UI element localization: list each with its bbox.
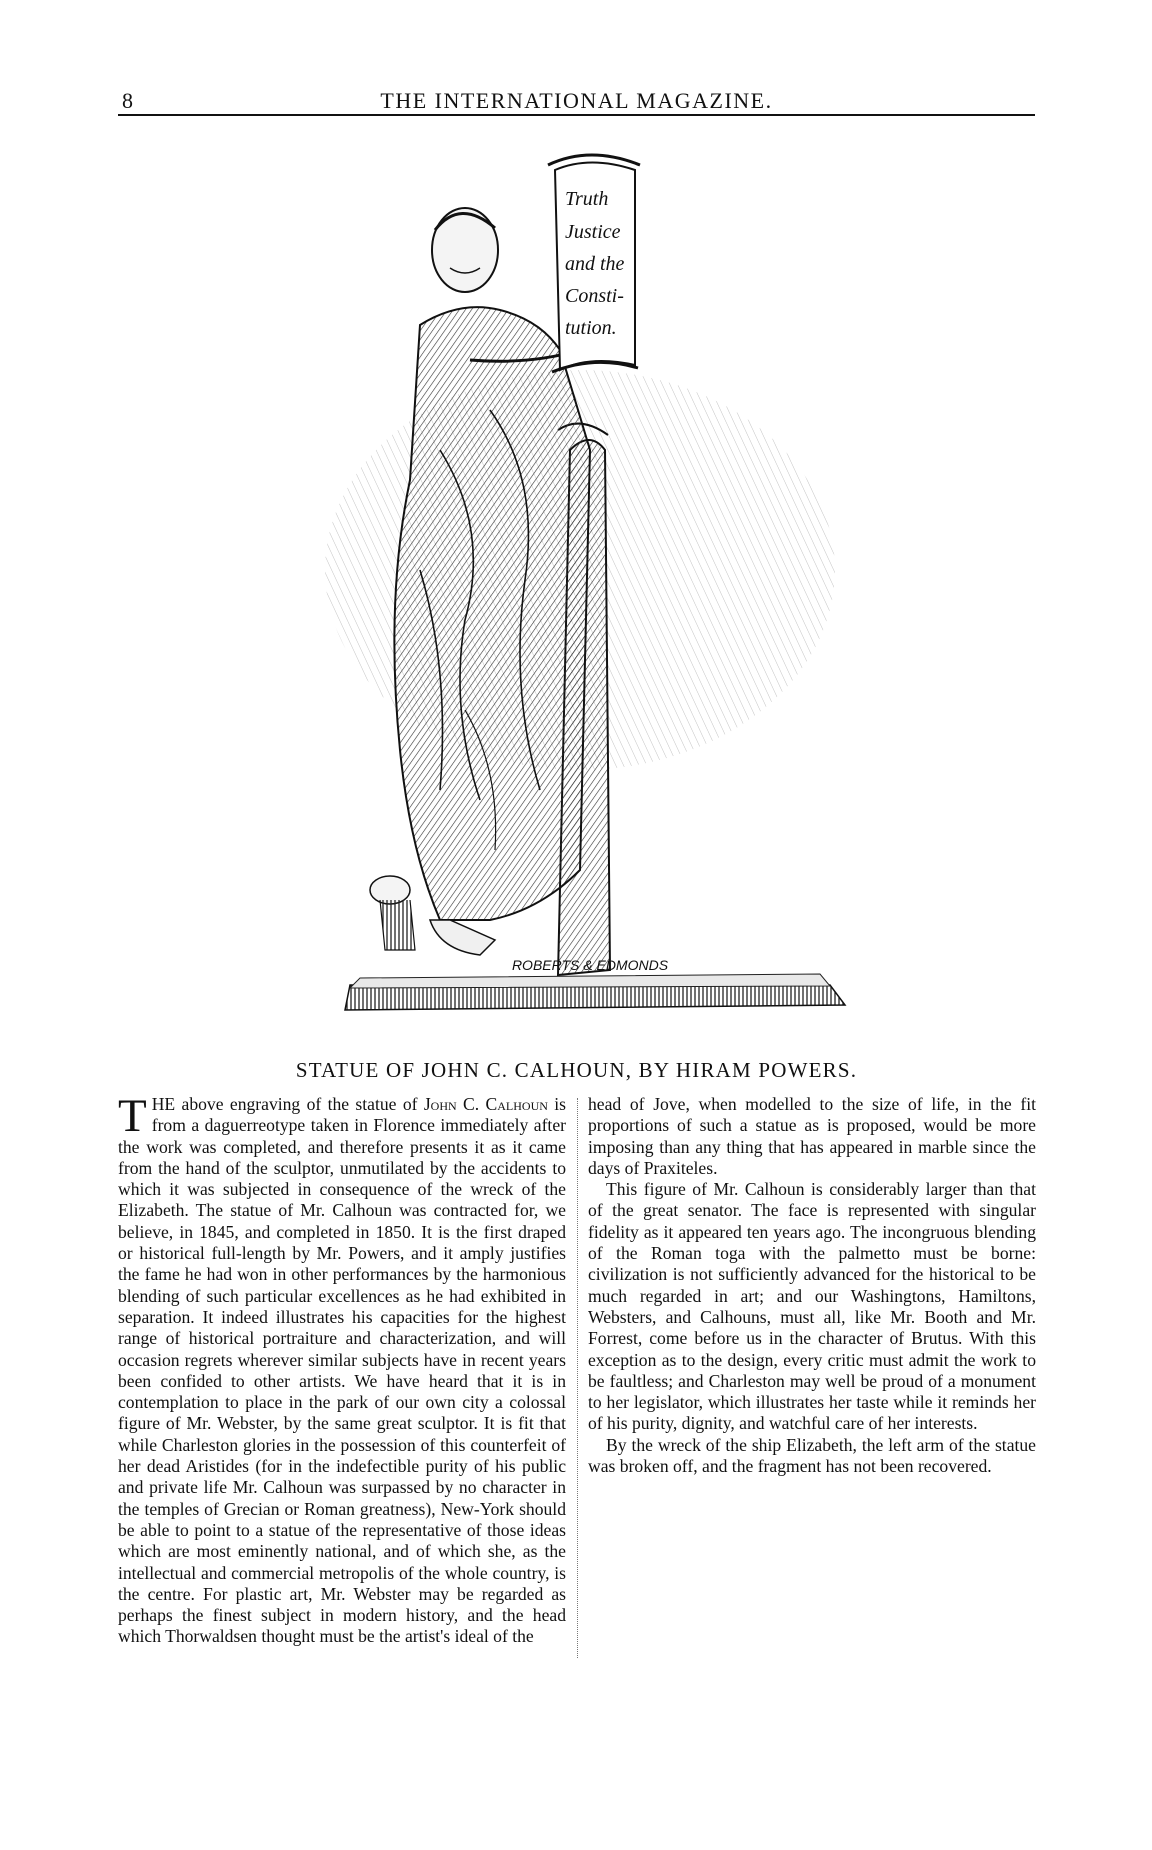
article-paragraph-continued: head of Jove, when modelled to the size of life, in the fit proportions of such a statue as is proposed, would be more imposing than any thing that has appeared in marble since the days of Praxiteles. — [588, 1094, 1036, 1178]
subject-name: John C. Calhoun — [423, 1094, 548, 1114]
scroll-line-1: Truth — [565, 188, 609, 210]
header-rule — [118, 114, 1035, 116]
article-paragraph: THE above engraving of the statue of John C. Calhoun is from a daguerreotype taken in Florence immediately after the work was completed, and therefore presents it as it came from the hand of the sculptor, unmutilated by the accidents to which it was subjected in consequence of the wreck of the Elizabeth. The statue of Mr. Calhoun was contracted for, we believe, in 1845, and completed in 1850. It is the first draped or historical full-length by Mr. Powers, and it amply justifies the fame he had won in other performances by the harmonious blending of such particular excellences as he had exhibited in separation. It indeed illustrates his capacities for the highest range of historical portraiture and characterization, and will occasion regrets wherever similar subjects have in recent years been confided to other artists. We have heard that it is in contemplation to place in the park of our own city a colossal figure of Mr. Webster, by the same great sculptor. It is fit that while Charleston glories in the possession of this counterfeit of her dead Aristides (for in the indefectible purity of his public and private life Mr. Calhoun was surpassed by no character in the temples of Grecian or Roman greatness), New-York should be able to point to a statue of the representative of those ideas which are most eminently national, and of which she, as the intellectual and commercial metropolis of the whole country, is the centre. For plastic art, Mr. Webster may be regarded as perhaps the finest subject in modern history, and the head which Thorwaldsen thought must be the artist's ideal of the — [118, 1090, 566, 1647]
scroll-line-5: tution. — [565, 317, 617, 339]
scroll-line-4: Consti- — [565, 285, 624, 307]
statue-engraving — [290, 150, 850, 1050]
engraver-signature: ROBERTS & EDMONDS — [511, 957, 669, 973]
page-number: 8 — [122, 88, 133, 113]
running-title: THE INTERNATIONAL MAGAZINE. — [380, 88, 773, 113]
column-divider — [577, 1098, 578, 1658]
article-paragraph: By the wreck of the ship Elizabeth, the left arm of the statue was broken off, and the fragment has not been recovered. — [588, 1434, 1036, 1477]
scroll-line-2: Justice — [565, 221, 621, 243]
article-title: STATUE OF JOHN C. CALHOUN, BY HIRAM POWERS. — [295, 1058, 858, 1082]
drop-cap: T — [118, 1090, 147, 1142]
article-column-left — [118, 1090, 566, 1648]
article-paragraph: This figure of Mr. Calhoun is considerably larger than that of the great senator. The face is represented with singular fidelity as it appeared ten years ago. The incongruous blending of the Roman toga with the palmetto must be borne: civilization is not sufficiently advanced for the historical to be much regarded in art; and our Washingtons, Hamiltons, Websters, and Calhouns, must all, like Mr. Booth and Mr. Forrest, come before us in the character of Brutus. With this exception as to the design, every critic must admit the work to be faultless; and Charleston may well be proud of a monument to her legislator, which illustrates her taste while it reminds her of his purity, dignity, and watchful care of her interests. — [588, 1179, 1036, 1434]
scroll-line-3: and the — [565, 253, 625, 275]
page-header — [118, 88, 1035, 116]
article-column-right — [588, 1094, 1036, 1477]
